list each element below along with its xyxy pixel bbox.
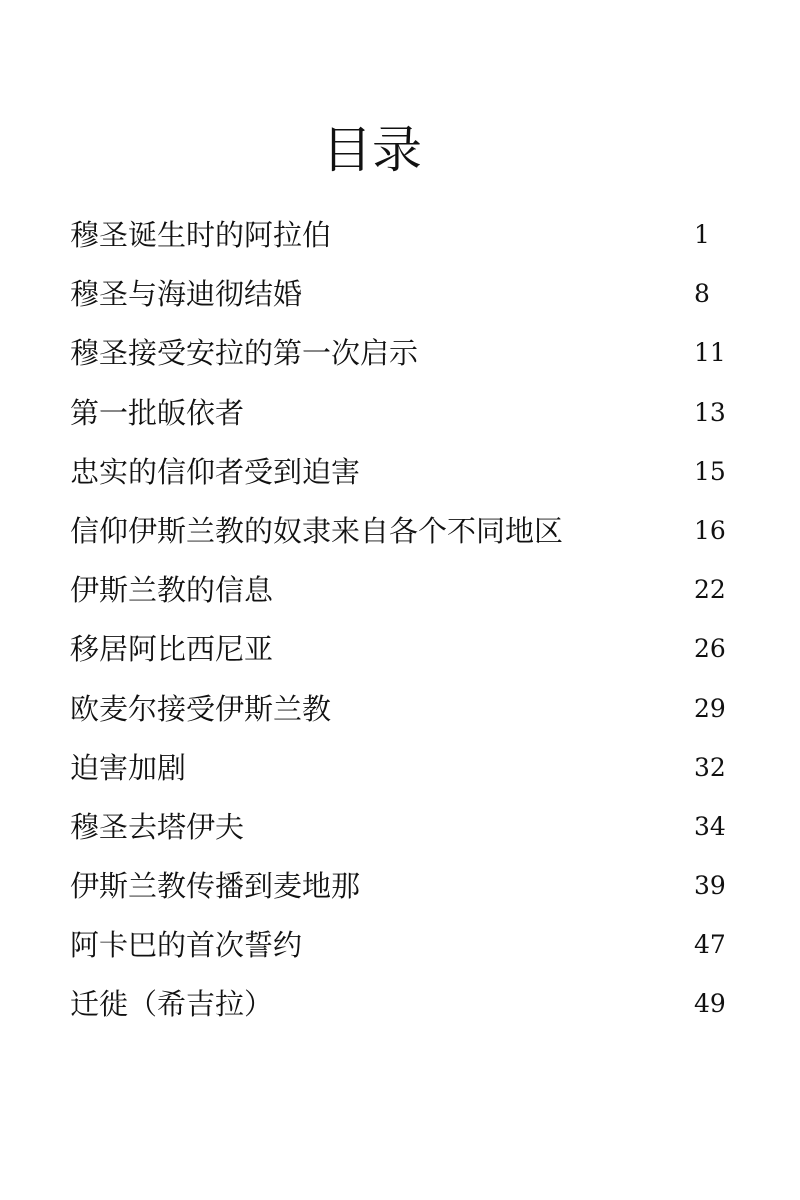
toc-entry[interactable] bbox=[70, 681, 730, 740]
toc-entry-page: 11 bbox=[694, 338, 726, 368]
toc-entry[interactable] bbox=[70, 976, 730, 1035]
toc-entry-title: 伊斯兰教传播到麦地那 bbox=[70, 869, 361, 904]
toc-entry-title: 穆圣诞生时的阿拉伯 bbox=[70, 218, 332, 252]
toc-entry-title: 迁徙（希吉拉） bbox=[70, 987, 274, 1022]
toc-entry[interactable] bbox=[70, 799, 730, 858]
toc-entry[interactable] bbox=[70, 444, 730, 503]
page-title: 目录 bbox=[322, 121, 422, 179]
toc-entry-page: 1 bbox=[694, 220, 710, 249]
toc-entry-page: 16 bbox=[694, 515, 726, 545]
toc-entry-page: 8 bbox=[694, 279, 710, 309]
toc-entry-title: 移居阿比西尼亚 bbox=[70, 632, 274, 667]
toc-entry[interactable] bbox=[70, 207, 730, 266]
toc-entry[interactable] bbox=[70, 325, 730, 384]
toc-entry-page: 49 bbox=[694, 989, 726, 1019]
toc-entry-page: 15 bbox=[694, 456, 726, 486]
toc-entry-title: 忠实的信仰者受到迫害 bbox=[70, 454, 361, 489]
toc-entry-page: 13 bbox=[694, 397, 726, 427]
toc-entry-page: 47 bbox=[694, 930, 726, 960]
toc-entry[interactable] bbox=[70, 858, 730, 917]
toc-entry-title: 信仰伊斯兰教的奴隶来自各个不同地区 bbox=[70, 513, 564, 548]
toc-entry[interactable] bbox=[70, 266, 730, 325]
toc-entry-page: 39 bbox=[694, 871, 726, 901]
toc-entry-title: 迫害加剧 bbox=[70, 750, 187, 785]
toc-entry-title: 穆圣去塔伊夫 bbox=[70, 809, 245, 844]
toc-entry-page: 26 bbox=[694, 634, 726, 664]
toc-entry-page: 32 bbox=[694, 752, 726, 782]
toc-entry-title: 欧麦尔接受伊斯兰教 bbox=[70, 691, 332, 726]
toc-entry[interactable] bbox=[70, 917, 730, 976]
toc-entry-title: 穆圣接受安拉的第一次启示 bbox=[70, 336, 419, 371]
toc-entry-title: 阿卡巴的首次誓约 bbox=[70, 928, 303, 963]
toc-entry[interactable] bbox=[70, 740, 730, 799]
toc-entry[interactable] bbox=[70, 503, 730, 562]
toc-entry[interactable] bbox=[70, 562, 730, 621]
toc-entry-title: 穆圣与海迪彻结婚 bbox=[70, 277, 303, 312]
toc-entry-title: 第一批皈依者 bbox=[70, 395, 245, 430]
toc-entry[interactable] bbox=[70, 385, 730, 444]
toc-entry[interactable] bbox=[70, 621, 730, 680]
toc-entry-page: 34 bbox=[694, 811, 726, 841]
toc-entry-title: 伊斯兰教的信息 bbox=[70, 573, 274, 608]
toc-entry-page: 29 bbox=[694, 693, 726, 723]
toc-entry-page: 22 bbox=[694, 575, 726, 605]
table-of-contents bbox=[70, 207, 730, 1036]
